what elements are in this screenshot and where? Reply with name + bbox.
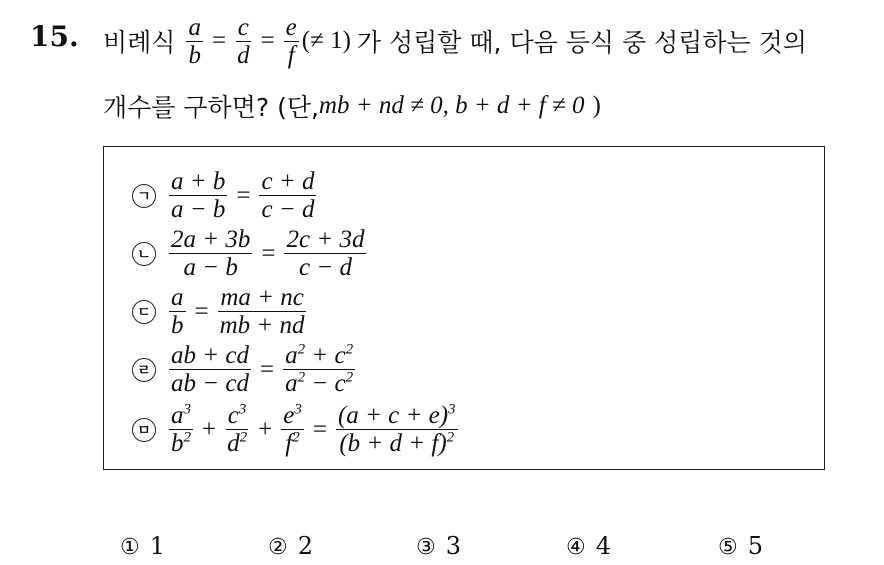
statement-1-lhs-den: a − b (171, 196, 226, 223)
choice-5-value: 5 (747, 532, 764, 560)
ratio-den-b: b (188, 41, 201, 69)
statement-marker-5: ㅁ (132, 418, 156, 442)
statement-3-lhs-num: a (171, 284, 184, 311)
choice-2-marker: ② (268, 535, 288, 560)
statement-4-lhs-den: ab − cd (171, 370, 249, 397)
stem-close-paren: ) (592, 92, 601, 119)
ratio-condition: (≠ 1) (301, 27, 351, 54)
statement-1-lhs-num: a + b (171, 168, 226, 195)
statement-marker-1: ㄱ (132, 184, 156, 208)
statement-2-rhs-den: c − d (298, 254, 352, 281)
stem-text-line2: 개수를 구하면? (단, (103, 93, 319, 122)
statement-item-5: ㅁ $\frac{a^3}{b^2}$ + $\frac{c^3}{d^2}$ + $\frac{e^3}{f^2}$ = $\frac{(a + c + e)^3}{(b + d + f)^2}$ (132, 403, 461, 456)
ratio-num-a: a (188, 13, 201, 41)
choice-3-value: 3 (445, 532, 462, 560)
statement-marker-4: ㄹ (132, 358, 156, 382)
choice-4-marker: ④ (566, 535, 586, 560)
choice-1-marker: ① (120, 535, 140, 560)
choice-2[interactable] (268, 532, 313, 560)
stem-text-continuation: 가 성립할 때, 다음 등식 중 성립하는 것의 (356, 28, 807, 57)
ratio-den-f: f (287, 41, 295, 69)
statement-3-rhs (218, 285, 307, 338)
statement-item-3: ㄷ $\frac{a}{b}$ = $\frac{ma + nc}{mb + nd}$ (132, 285, 310, 338)
statement-4-rhs (283, 343, 355, 396)
stem-condition-math: mb + nd ≠ 0, b + d + f ≠ 0 (318, 92, 585, 119)
question-number: 15. (30, 20, 79, 53)
statement-item-1: ㄱ $\frac{a + b}{a - b}$ = $\frac{c + d}{c - d}$ (132, 169, 319, 222)
statement-1-rhs (259, 169, 316, 222)
statement-3-rhs-num: ma + nc (220, 284, 304, 311)
choice-2-value: 2 (297, 532, 314, 560)
statement-5-rhs: $\frac{(a + c + e)^3}{(b + d + f)^2}$ (337, 401, 456, 457)
choice-4[interactable] (566, 532, 611, 560)
statement-2-lhs-num: 2a + 3b (171, 226, 251, 253)
statements-box (103, 146, 825, 470)
statement-2-lhs-den: a − b (183, 254, 238, 281)
choice-1-value: 1 (149, 532, 166, 560)
question-stem-line2 (103, 88, 601, 124)
stem-text-ratio: 비례식 (103, 28, 176, 57)
choice-3-marker: ③ (416, 535, 436, 560)
ratio-fraction-e-f (284, 15, 299, 68)
statement-marker-3: ㄷ (132, 300, 156, 324)
statement-2-rhs-num: 2c + 3d (286, 226, 365, 253)
statement-item-2: ㄴ $\frac{2a + 3b}{a - b}$ = $\frac{2c + 3d}{c - d}$ (132, 227, 369, 280)
statement-marker-2: ㄴ (132, 242, 156, 266)
statement-1-rhs-den: c − d (261, 196, 315, 223)
statement-2-lhs (169, 227, 252, 280)
statement-5-term2: $\frac{c^3}{d^2}$ (227, 401, 248, 457)
statement-3-rhs-den: mb + nd (219, 312, 305, 339)
choice-5-marker: ⑤ (718, 535, 738, 560)
statement-4-lhs-num: ab + cd (171, 342, 249, 369)
choice-5[interactable] (718, 532, 763, 560)
statement-4-rhs-den: $a^2 - c^2$ (285, 369, 354, 397)
statement-4-lhs (169, 343, 251, 396)
ratio-num-c: c (237, 13, 249, 41)
ratio-den-d: d (237, 41, 250, 69)
statement-item-4: ㄹ $\frac{ab + cd}{ab - cd}$ = $\frac{a^2 + c^2}{a^2 - c^2}$ (132, 343, 358, 396)
statement-1-lhs (169, 169, 227, 222)
question-stem-line1: 비례식 $\frac{a}{b}$ = $\frac{c}{d}$ = $\frac{e}{f}$ (≠ 1) 가 성립할 때, 다음 등식 중 성립하는 것의 (103, 13, 807, 69)
statement-1-rhs-num: c + d (261, 168, 315, 195)
statement-5-term1: $\frac{a^3}{b^2}$ (171, 401, 191, 457)
statement-5-term3: $\frac{e^3}{f^2}$ (283, 401, 302, 457)
choice-3[interactable] (416, 532, 461, 560)
statement-4-rhs-num: $a^2 + c^2$ (285, 341, 354, 369)
statement-2-rhs (284, 227, 366, 280)
ratio-fraction-a-b (186, 15, 203, 68)
choice-1[interactable] (120, 532, 165, 560)
ratio-num-e: e (285, 13, 297, 41)
ratio-fraction-c-d (235, 15, 252, 68)
statement-3-lhs-den: b (171, 312, 184, 339)
choice-4-value: 4 (595, 532, 612, 560)
statement-3-lhs (169, 285, 186, 338)
